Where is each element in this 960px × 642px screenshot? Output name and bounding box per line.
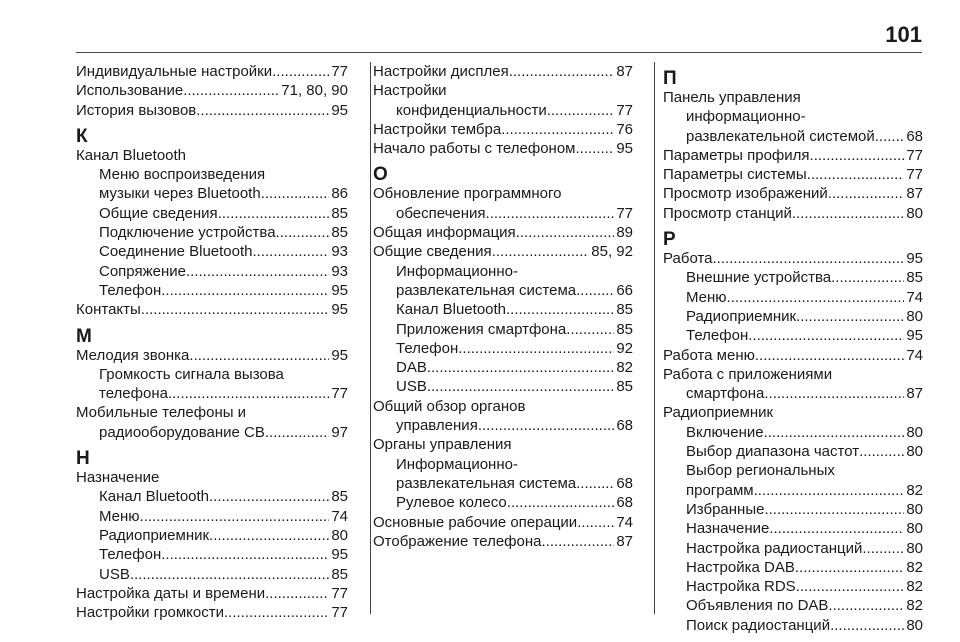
index-entry-term: Работа bbox=[663, 250, 713, 268]
index-entry-pages: 92 bbox=[616, 339, 633, 357]
index-entry-term: История вызовов bbox=[76, 101, 197, 119]
index-column-3 bbox=[654, 62, 923, 634]
page-number: 101 bbox=[885, 22, 922, 47]
index-entry-term: Канал Bluetooth bbox=[99, 488, 210, 506]
index-letter-heading: К bbox=[76, 125, 88, 147]
index-entry bbox=[76, 346, 348, 365]
index-entry-term: смартфона bbox=[686, 385, 765, 403]
index-entry bbox=[76, 468, 348, 487]
index-entry-term: Выбор региональных bbox=[686, 462, 835, 480]
index-entry bbox=[663, 249, 923, 268]
index-entry bbox=[373, 455, 633, 474]
index-entry-pages: 85 bbox=[331, 204, 348, 222]
index-entry-pages: 85 bbox=[616, 301, 633, 319]
index-entry bbox=[76, 165, 348, 184]
index-entry bbox=[373, 204, 633, 223]
index-entry-term: Настройка DAB bbox=[686, 558, 795, 576]
index-entry bbox=[76, 487, 348, 506]
index-entry bbox=[663, 307, 923, 326]
dot-leader bbox=[755, 346, 904, 365]
index-entry bbox=[663, 165, 923, 184]
index-entry-term: информационно- bbox=[686, 108, 806, 126]
index-entry-pages: 87 bbox=[906, 385, 923, 403]
index-entry-pages: 74 bbox=[906, 346, 923, 364]
dot-leader bbox=[727, 288, 905, 307]
index-entry-pages: 95 bbox=[331, 546, 348, 564]
index-entry bbox=[76, 384, 348, 403]
index-letter-heading: М bbox=[76, 325, 92, 347]
index-entry-term: Меню bbox=[99, 507, 140, 525]
index-entry-pages: 76 bbox=[616, 120, 633, 138]
index-entry-term: Приложения смартфона bbox=[396, 320, 567, 338]
index-entry-term: Органы управления bbox=[373, 436, 512, 454]
index-entry-term: Индивидуальные настройки bbox=[76, 63, 273, 80]
index-entry-pages: 97 bbox=[331, 423, 348, 441]
index-entry-pages: 95 bbox=[331, 346, 348, 364]
dot-leader bbox=[130, 565, 329, 584]
dot-leader bbox=[506, 300, 614, 319]
dot-leader bbox=[769, 519, 904, 538]
index-letter-heading: П bbox=[663, 68, 677, 89]
index-entry-pages: 85 bbox=[906, 269, 923, 287]
index-entry-term: Мелодия звонка bbox=[76, 346, 190, 364]
index-entry-pages: 77 bbox=[616, 204, 633, 222]
index-entry bbox=[76, 403, 348, 422]
index-entry-term: развлекательная система bbox=[396, 474, 577, 492]
index-entry bbox=[373, 493, 633, 512]
index-entry bbox=[373, 81, 633, 100]
index-entry-term: Настройка даты и времени bbox=[76, 584, 266, 602]
dot-leader bbox=[427, 358, 614, 377]
dot-leader bbox=[764, 500, 904, 519]
index-entry bbox=[76, 423, 348, 442]
index-entry-pages: 80 bbox=[906, 500, 923, 518]
index-entry-term: Назначение bbox=[76, 469, 160, 487]
dot-leader bbox=[458, 339, 614, 358]
index-entry-term: Канал Bluetooth bbox=[396, 301, 507, 319]
index-entry-pages: 74 bbox=[906, 288, 923, 306]
dot-leader bbox=[478, 416, 615, 435]
index-entry bbox=[663, 577, 923, 596]
index-entry-term: USB bbox=[396, 378, 427, 396]
index-entry bbox=[663, 442, 923, 461]
index-entry bbox=[663, 403, 923, 422]
index-entry-term: USB bbox=[99, 565, 130, 583]
index-entry bbox=[373, 120, 633, 139]
dot-leader bbox=[796, 307, 904, 326]
dot-leader bbox=[875, 127, 905, 146]
index-entry bbox=[76, 146, 348, 165]
index-entry-term: Отображение телефона bbox=[373, 532, 542, 550]
index-entry-term: Сопряжение bbox=[99, 262, 186, 280]
index-entry-pages: 80 bbox=[906, 443, 923, 461]
index-entry bbox=[373, 320, 633, 339]
index-entry-pages: 77 bbox=[906, 146, 923, 164]
dot-leader bbox=[161, 545, 329, 564]
index-entry bbox=[76, 262, 348, 281]
index-entry bbox=[373, 184, 633, 203]
dot-leader bbox=[575, 139, 614, 158]
index-entry-pages: 68 bbox=[616, 417, 633, 435]
index-entry-term: Меню воспроизведения bbox=[99, 166, 266, 184]
index-entry-term: Поиск радиостанций bbox=[686, 616, 831, 634]
index-column-1 bbox=[76, 62, 348, 622]
index-entry-pages: 80 bbox=[906, 423, 923, 441]
index-entry bbox=[76, 545, 348, 564]
dot-leader bbox=[168, 384, 329, 403]
index-entry-term: Работа с приложениями bbox=[663, 365, 833, 383]
index-entry-pages: 77 bbox=[906, 166, 923, 184]
header-rule bbox=[76, 52, 922, 53]
dot-leader bbox=[792, 204, 904, 223]
dot-leader bbox=[764, 423, 905, 442]
index-entry bbox=[373, 397, 633, 416]
index-entry-pages: 66 bbox=[616, 281, 633, 299]
index-entry-pages: 93 bbox=[331, 262, 348, 280]
dot-leader bbox=[748, 326, 904, 345]
dot-leader bbox=[754, 481, 905, 500]
dot-leader bbox=[486, 204, 615, 223]
index-entry bbox=[663, 558, 923, 577]
index-entry-term: Настройка радиостанций bbox=[686, 539, 863, 557]
index-entry-term: Информационно- bbox=[396, 455, 518, 473]
index-entry-pages: 82 bbox=[616, 359, 633, 377]
index-entry-term: телефона bbox=[99, 385, 168, 403]
index-entry-pages: 80 bbox=[906, 204, 923, 222]
dot-leader bbox=[492, 242, 590, 261]
index-entry-term: Настройки громкости bbox=[76, 604, 225, 622]
dot-leader bbox=[810, 146, 905, 165]
index-entry-term: Телефон bbox=[99, 546, 162, 564]
index-entry-term: Просмотр изображений bbox=[663, 185, 828, 203]
index-entry-term: Общая информация bbox=[373, 224, 516, 242]
dot-leader bbox=[576, 281, 614, 300]
index-entry-pages: 80 bbox=[906, 307, 923, 325]
index-entry-term: Назначение bbox=[686, 520, 770, 538]
dot-leader bbox=[272, 62, 329, 81]
dot-leader bbox=[859, 442, 904, 461]
index-entry-term: Избранные bbox=[686, 500, 765, 518]
index-entry-term: Контакты bbox=[76, 301, 141, 319]
dot-leader bbox=[224, 603, 329, 622]
index-entry bbox=[76, 81, 348, 100]
index-entry bbox=[76, 204, 348, 223]
index-entry bbox=[76, 242, 348, 261]
index-entry-pages: 82 bbox=[906, 481, 923, 499]
dot-leader bbox=[807, 165, 905, 184]
dot-leader bbox=[161, 281, 329, 300]
index-entry-pages: 77 bbox=[331, 604, 348, 622]
dot-leader bbox=[507, 493, 615, 512]
index-entry-pages: 85 bbox=[616, 378, 633, 396]
index-entry bbox=[663, 268, 923, 287]
index-entry-term: Общие сведения bbox=[373, 243, 492, 261]
index-entry-term: Параметры профиля bbox=[663, 146, 810, 164]
index-entry-pages: 89 bbox=[616, 224, 633, 242]
index-entry bbox=[663, 326, 923, 345]
index-entry-term: развлекательная система bbox=[396, 281, 577, 299]
index-entry-pages: 77 bbox=[616, 101, 633, 119]
index-entry-pages: 95 bbox=[906, 327, 923, 345]
index-entry bbox=[663, 519, 923, 538]
index-entry bbox=[663, 481, 923, 500]
index-entry bbox=[663, 596, 923, 615]
index-entry bbox=[76, 603, 348, 622]
index-entry-pages: 68 bbox=[906, 127, 923, 145]
index-entry-term: Подключение устройства bbox=[99, 224, 276, 242]
index-entry bbox=[663, 346, 923, 365]
dot-leader bbox=[140, 507, 330, 526]
dot-leader bbox=[261, 184, 330, 203]
dot-leader bbox=[713, 249, 905, 268]
dot-leader bbox=[501, 120, 614, 139]
index-entry-term: Радиоприемник bbox=[663, 404, 774, 422]
index-entry-term: Общий обзор органов bbox=[373, 397, 526, 415]
index-entry-pages: 74 bbox=[331, 507, 348, 525]
dot-leader bbox=[577, 513, 614, 532]
index-entry bbox=[76, 507, 348, 526]
index-entry bbox=[663, 500, 923, 519]
index-entry-term: Радиоприемник bbox=[99, 526, 210, 544]
index-entry bbox=[663, 539, 923, 558]
index-entry-pages: 80 bbox=[331, 526, 348, 544]
index-entry-term: Основные рабочие операции bbox=[373, 513, 578, 531]
dot-leader bbox=[830, 616, 904, 635]
index-entry-pages: 95 bbox=[616, 140, 633, 158]
index-entry bbox=[373, 416, 633, 435]
index-entry-term: Информационно- bbox=[396, 262, 518, 280]
index-entry-pages: 87 bbox=[616, 63, 633, 80]
index-entry bbox=[373, 281, 633, 300]
dot-leader bbox=[427, 377, 614, 396]
dot-leader bbox=[516, 223, 615, 242]
index-letter-heading: О bbox=[373, 164, 388, 186]
index-entry-pages: 68 bbox=[616, 494, 633, 512]
index-entry bbox=[373, 435, 633, 454]
index-entry-pages: 71, 80, 90 bbox=[281, 82, 348, 100]
index-entry bbox=[373, 339, 633, 358]
index-entry bbox=[663, 107, 923, 126]
index-entry bbox=[373, 300, 633, 319]
index-entry bbox=[373, 101, 633, 120]
index-entry-term: Внешние устройства bbox=[686, 269, 832, 287]
index-entry-term: Настройка RDS bbox=[686, 578, 796, 596]
index-entry-term: обеспечения bbox=[396, 204, 486, 222]
index-entry-term: Настройки bbox=[373, 82, 447, 100]
dot-leader bbox=[828, 184, 905, 203]
index-entry bbox=[663, 146, 923, 165]
dot-leader bbox=[796, 577, 905, 596]
index-entry bbox=[663, 204, 923, 223]
index-entry-term: радиооборудование CB bbox=[99, 423, 265, 441]
index-entry-pages: 77 bbox=[331, 584, 348, 602]
index-entry-pages: 95 bbox=[331, 301, 348, 319]
index-entry bbox=[76, 101, 348, 120]
index-entry bbox=[373, 62, 633, 81]
index-entry-pages: 80 bbox=[906, 520, 923, 538]
dot-leader bbox=[276, 223, 330, 242]
index-entry-pages: 87 bbox=[906, 185, 923, 203]
dot-leader bbox=[141, 300, 330, 319]
index-entry bbox=[663, 423, 923, 442]
dot-leader bbox=[196, 101, 329, 120]
index-entry bbox=[373, 262, 633, 281]
index-entry bbox=[663, 184, 923, 203]
index-entry bbox=[663, 127, 923, 146]
index-entry-term: Канал Bluetooth bbox=[76, 146, 187, 164]
index-entry-pages: 87 bbox=[616, 532, 633, 550]
dot-leader bbox=[209, 526, 329, 545]
index-entry bbox=[76, 184, 348, 203]
index-entry bbox=[76, 365, 348, 384]
index-entry-term: DAB bbox=[396, 359, 427, 377]
index-entry-term: Радиоприемник bbox=[686, 307, 797, 325]
index-entry bbox=[663, 288, 923, 307]
dot-leader bbox=[186, 262, 329, 281]
index-entry bbox=[373, 513, 633, 532]
index-entry-term: Телефон bbox=[686, 327, 749, 345]
index-entry-term: Настройки дисплея bbox=[373, 63, 509, 80]
dot-leader bbox=[576, 474, 614, 493]
index-entry-term: Выбор диапазона частот bbox=[686, 443, 860, 461]
index-entry-term: Общие сведения bbox=[99, 204, 218, 222]
index-entry-pages: 74 bbox=[616, 513, 633, 531]
index-entry-pages: 77 bbox=[331, 385, 348, 403]
index-entry-pages: 82 bbox=[906, 578, 923, 596]
index-entry-term: Параметры системы bbox=[663, 166, 807, 184]
index-entry bbox=[663, 88, 923, 107]
index-entry-pages: 85 bbox=[616, 320, 633, 338]
index-entry-pages: 80 bbox=[906, 539, 923, 557]
index-entry-term: Телефон bbox=[396, 339, 459, 357]
index-entry-pages: 86 bbox=[331, 185, 348, 203]
index-entry-term: программ bbox=[686, 481, 754, 499]
index-entry-pages: 85 bbox=[331, 565, 348, 583]
index-entry-term: Обновление программного bbox=[373, 185, 562, 203]
index-entry-term: Меню bbox=[686, 288, 727, 306]
dot-leader bbox=[831, 268, 904, 287]
index-entry bbox=[76, 62, 348, 81]
index-entry-pages: 82 bbox=[906, 558, 923, 576]
index-entry-pages: 95 bbox=[331, 101, 348, 119]
index-entry bbox=[373, 139, 633, 158]
index-entry-term: Панель управления bbox=[663, 89, 801, 106]
index-entry-term: Работа меню bbox=[663, 346, 755, 364]
index-entry bbox=[663, 616, 923, 635]
index-entry-pages: 68 bbox=[616, 474, 633, 492]
index-entry bbox=[663, 384, 923, 403]
index-entry-term: Громкость сигнала вызова bbox=[99, 365, 284, 383]
index-entry bbox=[76, 223, 348, 242]
index-entry-term: развлекательной системой bbox=[686, 127, 875, 145]
dot-leader bbox=[764, 384, 904, 403]
dot-leader bbox=[509, 62, 615, 81]
index-entry-term: Телефон bbox=[99, 281, 162, 299]
dot-leader bbox=[566, 320, 614, 339]
index-entry-term: Соединение Bluetooth bbox=[99, 243, 253, 261]
index-entry-pages: 93 bbox=[331, 243, 348, 261]
index-entry bbox=[373, 358, 633, 377]
index-entry-pages: 80 bbox=[906, 616, 923, 634]
index-entry-pages: 77 bbox=[331, 63, 348, 80]
index-entry bbox=[373, 532, 633, 551]
index-entry-term: Начало работы с телефоном bbox=[373, 140, 576, 158]
index-entry-term: Объявления по DAB bbox=[686, 597, 829, 615]
index-entry-term: Мобильные телефоны и bbox=[76, 404, 247, 422]
index-entry-pages: 82 bbox=[906, 597, 923, 615]
dot-leader bbox=[253, 242, 330, 261]
dot-leader bbox=[795, 558, 904, 577]
index-entry bbox=[373, 242, 633, 261]
index-entry bbox=[76, 281, 348, 300]
index-letter-heading: Н bbox=[76, 448, 90, 470]
index-entry-pages: 85 bbox=[331, 488, 348, 506]
index-entry-term: Рулевое колесо bbox=[396, 494, 507, 512]
dot-leader bbox=[265, 423, 329, 442]
index-entry-term: конфиденциальности bbox=[396, 101, 547, 119]
index-entry bbox=[76, 300, 348, 319]
dot-leader bbox=[209, 487, 329, 506]
index-entry bbox=[373, 377, 633, 396]
index-entry bbox=[663, 365, 923, 384]
index-entry-term: Просмотр станций bbox=[663, 204, 792, 222]
dot-leader bbox=[862, 539, 904, 558]
index-entry-pages: 85 bbox=[331, 224, 348, 242]
index-entry bbox=[373, 474, 633, 493]
dot-leader bbox=[828, 596, 904, 615]
dot-leader bbox=[183, 81, 279, 100]
index-entry-pages: 95 bbox=[906, 250, 923, 268]
index-entry bbox=[76, 565, 348, 584]
index-entry-term: Настройки тембра bbox=[373, 120, 502, 138]
dot-leader bbox=[265, 584, 329, 603]
index-entry-pages: 85, 92 bbox=[591, 243, 633, 261]
index-entry-term: Включение bbox=[686, 423, 764, 441]
index-letter-heading: Р bbox=[663, 229, 676, 251]
index-entry-pages: 95 bbox=[331, 281, 348, 299]
dot-leader bbox=[542, 532, 615, 551]
dot-leader bbox=[189, 346, 329, 365]
index-entry-term: музыки через Bluetooth bbox=[99, 185, 261, 203]
index-entry bbox=[373, 223, 633, 242]
index-column-2 bbox=[370, 62, 633, 614]
index-entry bbox=[663, 461, 923, 480]
index-entry bbox=[76, 584, 348, 603]
index-entry-term: Использование bbox=[76, 82, 184, 100]
dot-leader bbox=[547, 101, 615, 120]
index-entry-term: управления bbox=[396, 417, 478, 435]
index-entry bbox=[76, 526, 348, 545]
dot-leader bbox=[218, 204, 330, 223]
